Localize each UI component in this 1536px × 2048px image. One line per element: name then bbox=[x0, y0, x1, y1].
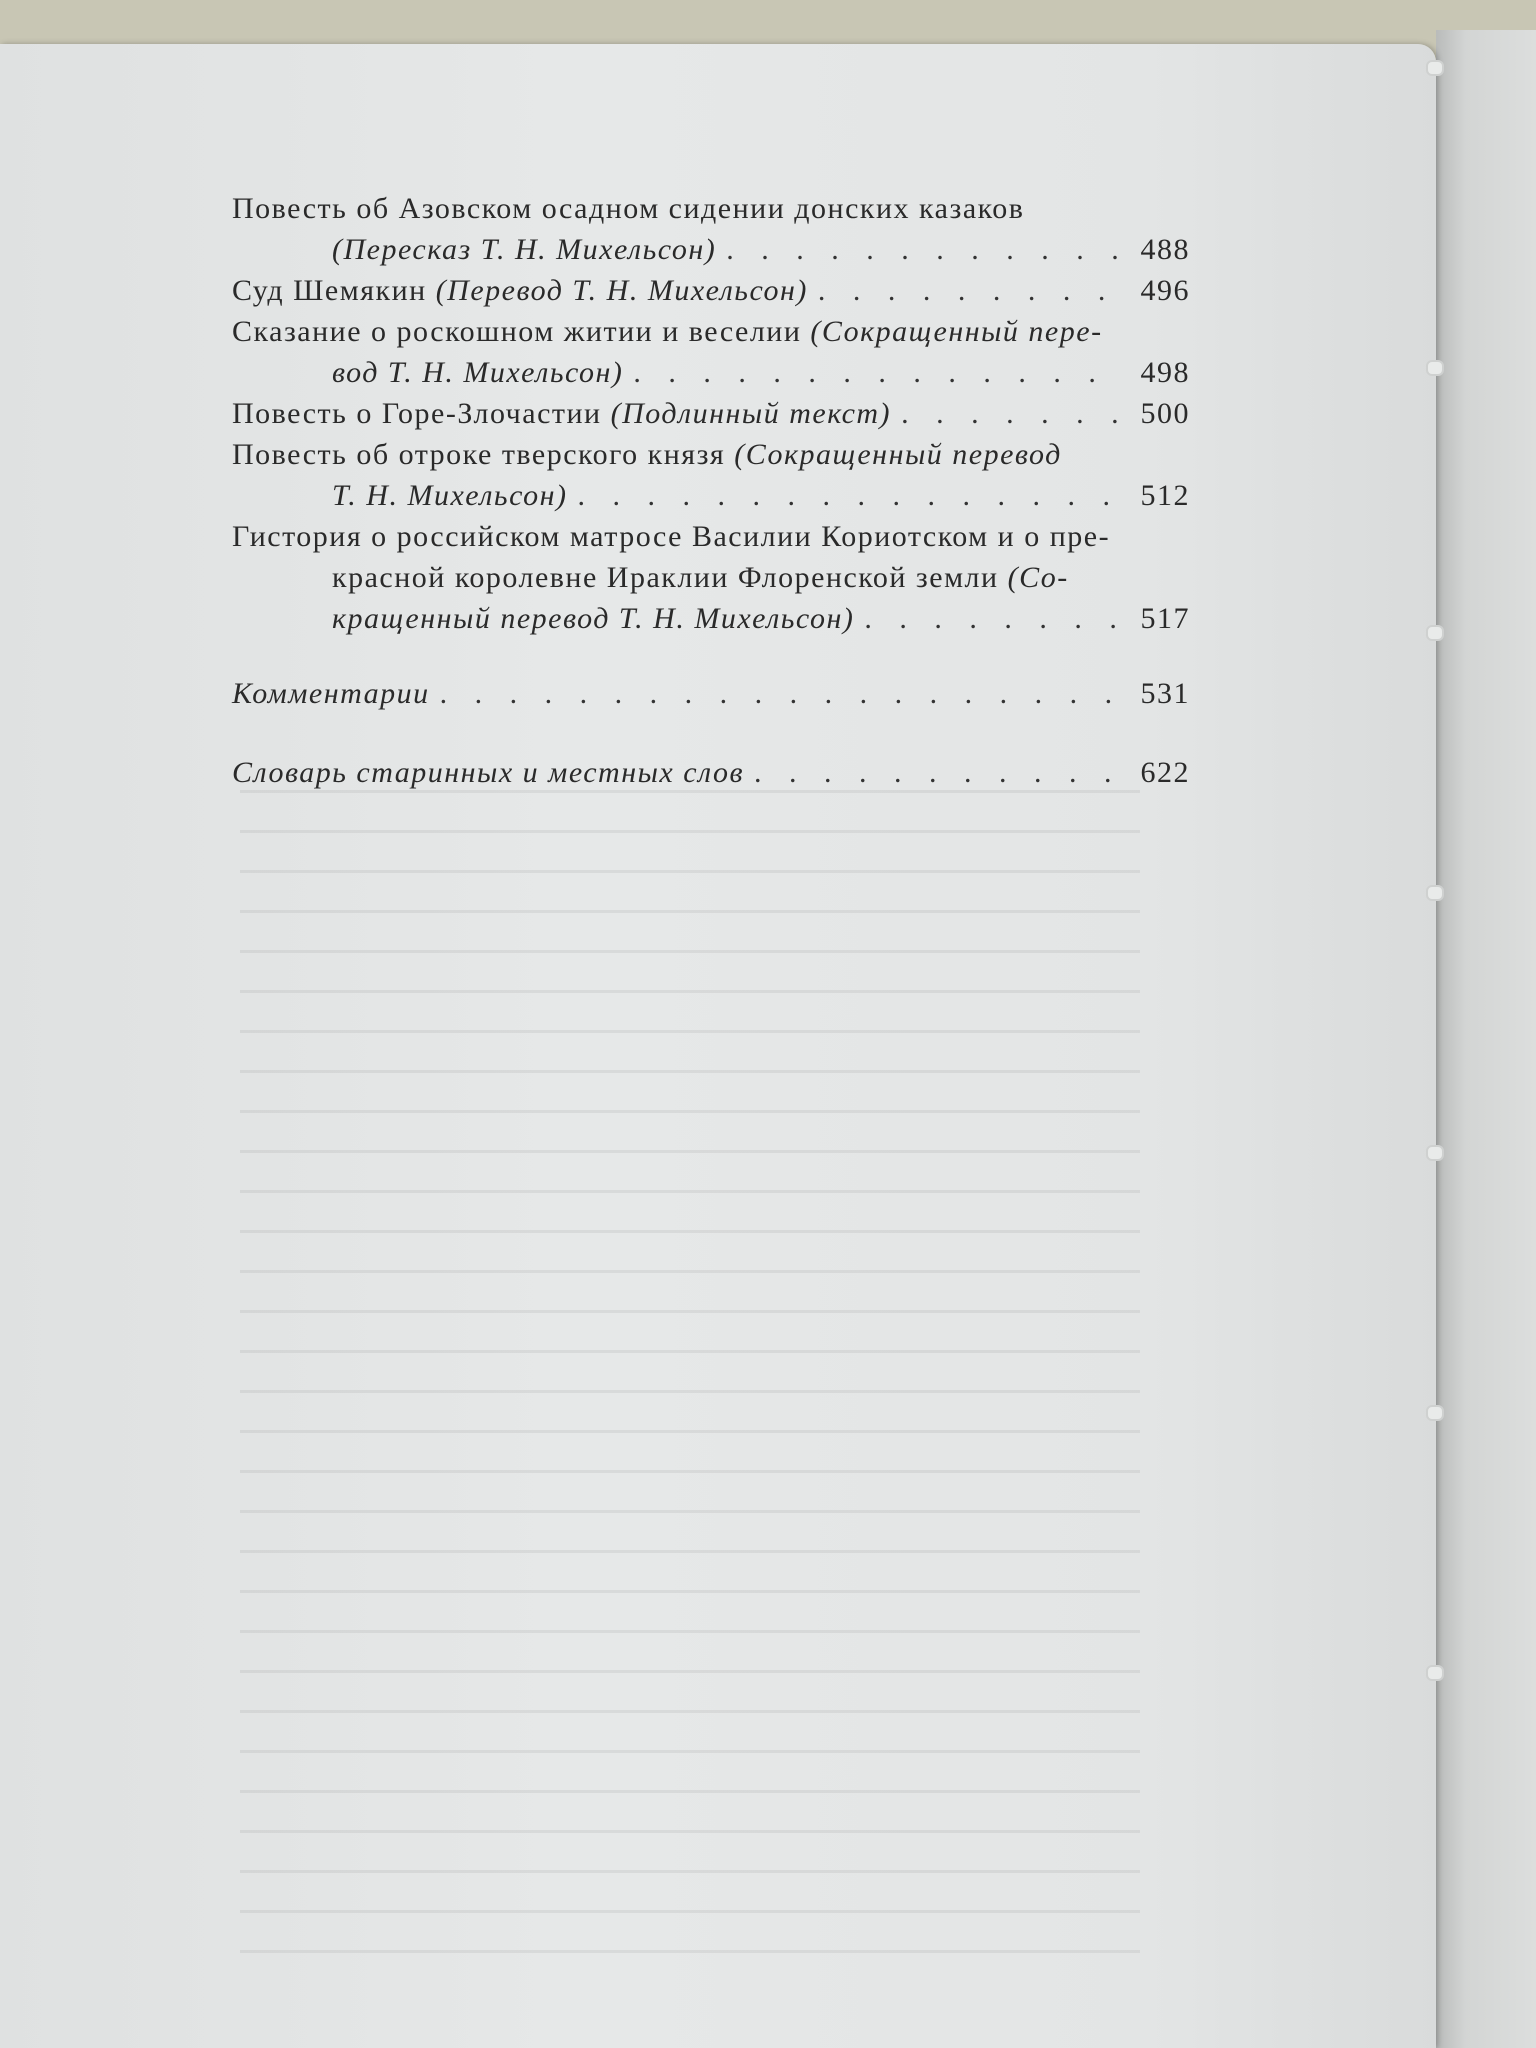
spacer bbox=[232, 639, 1190, 673]
toc-entry-title: Словарь старинных и местных слов bbox=[232, 756, 745, 789]
toc-entry-last-line bbox=[232, 270, 1190, 311]
toc-entry bbox=[232, 393, 1190, 434]
toc-page-number: 517 bbox=[1140, 602, 1190, 635]
binding-stitch bbox=[1426, 1665, 1444, 1681]
binding-stitch bbox=[1426, 1145, 1444, 1161]
toc-entry-title-line bbox=[232, 188, 1190, 229]
toc-entry-title: Сказание о роскошном житии и веселии (Сокращенный пере- bbox=[232, 315, 1103, 348]
next-page-edge bbox=[1436, 30, 1536, 2048]
dot-leader bbox=[578, 475, 1124, 516]
toc-entry bbox=[232, 516, 1190, 639]
toc-entry-title-line bbox=[232, 311, 1190, 352]
toc-entry-last-line bbox=[232, 752, 1190, 793]
binding-stitch bbox=[1426, 885, 1444, 901]
toc-entry-glossary bbox=[232, 752, 1190, 793]
toc-entry-last-line bbox=[232, 352, 1190, 393]
table-of-contents bbox=[232, 188, 1190, 793]
toc-entry bbox=[232, 434, 1190, 516]
dot-leader bbox=[633, 352, 1124, 393]
toc-entry-title: Комментарии bbox=[232, 677, 430, 710]
toc-entry-commentary bbox=[232, 673, 1190, 714]
binding-stitch bbox=[1426, 60, 1444, 76]
toc-entry-translator: кращенный перевод Т. Н. Михельсон) bbox=[332, 602, 855, 635]
dot-leader bbox=[754, 752, 1124, 793]
toc-page-number: 531 bbox=[1140, 677, 1190, 710]
toc-entry-last-line bbox=[232, 598, 1190, 639]
toc-entry bbox=[232, 188, 1190, 270]
toc-page-number: 500 bbox=[1140, 397, 1190, 430]
toc-entry-title-line bbox=[232, 516, 1190, 557]
toc-entry-title: Повесть об отроке тверского князя (Сокращенный перевод bbox=[232, 438, 1062, 471]
toc-entry-title: Повесть об Азовском осадном сидении донских казаков bbox=[232, 192, 1025, 225]
toc-page-number: 498 bbox=[1140, 356, 1190, 389]
toc-page-number: 496 bbox=[1140, 274, 1190, 307]
dot-leader bbox=[726, 229, 1124, 270]
toc-entry-last-line bbox=[232, 673, 1190, 714]
dot-leader bbox=[440, 673, 1124, 714]
toc-entry-translator: Т. Н. Михельсон) bbox=[332, 479, 568, 512]
spacer bbox=[232, 714, 1190, 752]
toc-entry-title: Суд Шемякин (Перевод Т. Н. Михельсон) bbox=[232, 274, 808, 307]
toc-entry-title-line bbox=[232, 557, 1190, 598]
toc-page-number: 512 bbox=[1140, 479, 1190, 512]
toc-entry-title-continued: красной королевне Ираклии Флоренской земли (Со- bbox=[332, 561, 1069, 594]
dot-leader bbox=[818, 270, 1124, 311]
binding-stitch bbox=[1426, 360, 1444, 376]
toc-entry bbox=[232, 270, 1190, 311]
toc-entry-translator: вод Т. Н. Михельсон) bbox=[332, 356, 624, 389]
binding-stitch bbox=[1426, 625, 1444, 641]
dot-leader bbox=[901, 393, 1124, 434]
toc-entry-last-line bbox=[232, 229, 1190, 270]
dot-leader bbox=[864, 598, 1124, 639]
toc-entry-last-line bbox=[232, 393, 1190, 434]
toc-entry-title-line bbox=[232, 434, 1190, 475]
toc-entry-last-line bbox=[232, 475, 1190, 516]
toc-page-number: 488 bbox=[1140, 233, 1190, 266]
toc-entry-translator: (Пересказ Т. Н. Михельсон) bbox=[332, 233, 717, 266]
toc-entry-title: Повесть о Горе-Злочастии (Подлинный текст) bbox=[232, 397, 892, 430]
binding-stitch bbox=[1426, 1405, 1444, 1421]
show-through-text bbox=[240, 790, 1140, 1970]
toc-entry-title: Гистория о российском матросе Василии Кориотском и о пре- bbox=[232, 520, 1111, 553]
toc-page-number: 622 bbox=[1140, 756, 1190, 789]
toc-entry bbox=[232, 311, 1190, 393]
